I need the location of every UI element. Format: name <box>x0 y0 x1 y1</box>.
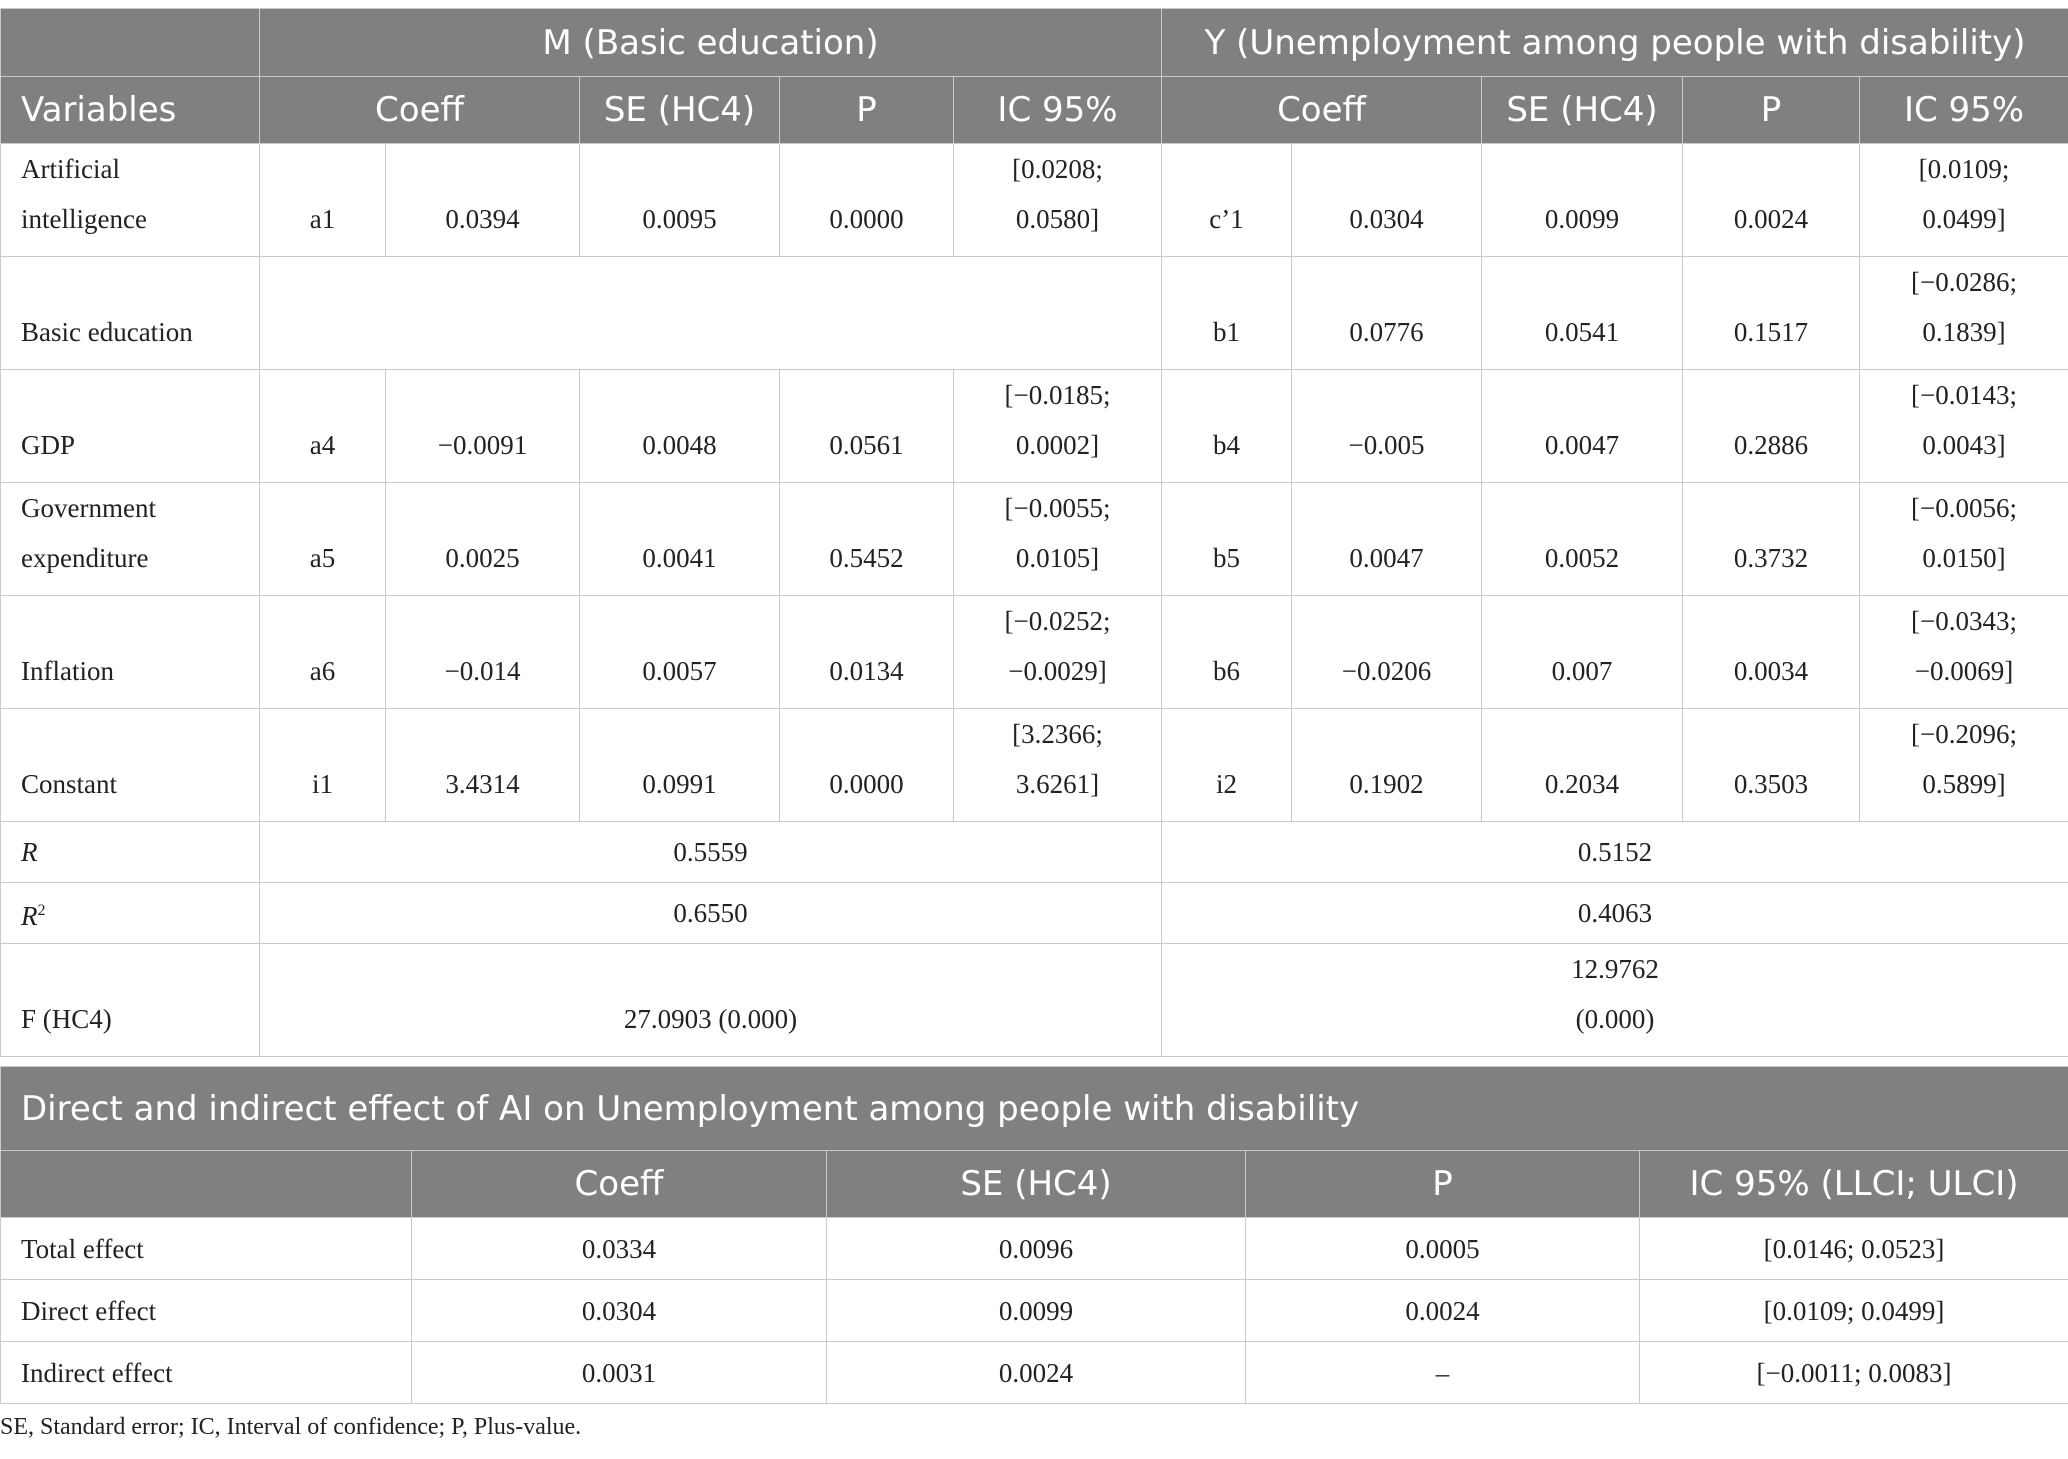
y-coeff: −0.0206 <box>1292 596 1482 709</box>
table-row <box>1 257 2068 370</box>
effect-coeff: 0.0031 <box>412 1342 827 1404</box>
y-coeff: 0.1902 <box>1292 709 1482 822</box>
y-ic: [−0.0056; 0.0150] <box>1860 483 2068 596</box>
empty-header-cell <box>1 9 260 77</box>
m-coeff: −0.014 <box>386 596 580 709</box>
m-path-label: a4 <box>260 370 386 483</box>
y-p: 0.3732 <box>1683 483 1860 596</box>
effect-label: Indirect effect <box>1 1342 412 1404</box>
table-row <box>1 596 2068 709</box>
y-ic: [−0.0143; 0.0043] <box>1860 370 2068 483</box>
group-y-header: Y (Unemployment among people with disability) <box>1162 9 2068 77</box>
table-row <box>1 144 2068 257</box>
effects-title-row <box>1 1067 2068 1151</box>
effects-table <box>0 1066 2068 1404</box>
table-footnote: SE, Standard error; IC, Interval of confidence; P, Plus-value. <box>0 1414 582 1440</box>
m-ic: [0.0208; 0.0580] <box>954 144 1162 257</box>
m-coeff: −0.0091 <box>386 370 580 483</box>
effects-p-header: P <box>1246 1151 1640 1218</box>
effect-se: 0.0024 <box>827 1342 1246 1404</box>
effects-ic-header: IC 95% (LLCI; ULCI) <box>1640 1151 2068 1218</box>
y-path-label: b1 <box>1162 257 1292 370</box>
y-p-header: P <box>1683 77 1860 144</box>
r2-label: $R^2$ <box>1 883 260 944</box>
y-se: 0.0541 <box>1482 257 1683 370</box>
r-y-value: 0.5152 <box>1162 822 2068 883</box>
m-coeff-header: Coeff <box>260 77 580 144</box>
m-se: 0.0057 <box>580 596 780 709</box>
effect-ic: [0.0109; 0.0499] <box>1640 1280 2068 1342</box>
y-path-label: b5 <box>1162 483 1292 596</box>
m-se-header: SE (HC4) <box>580 77 780 144</box>
m-ic: [−0.0055; 0.0105] <box>954 483 1162 596</box>
effects-se-header: SE (HC4) <box>827 1151 1246 1218</box>
m-coeff: 0.0025 <box>386 483 580 596</box>
m-se: 0.0991 <box>580 709 780 822</box>
y-se: 0.2034 <box>1482 709 1683 822</box>
effect-se: 0.0096 <box>827 1218 1246 1280</box>
effect-coeff: 0.0304 <box>412 1280 827 1342</box>
y-ic: [−0.0286; 0.1839] <box>1860 257 2068 370</box>
effects-title: Direct and indirect effect of AI on Unemployment among people with disability <box>1 1067 2068 1151</box>
m-p: 0.0561 <box>780 370 954 483</box>
m-ic: [−0.0252; −0.0029] <box>954 596 1162 709</box>
r-m-value: 0.5559 <box>260 822 1162 883</box>
effect-coeff: 0.0334 <box>412 1218 827 1280</box>
r2-row <box>1 883 2068 944</box>
variable-name: GDP <box>1 370 260 483</box>
r2-m-value: 0.6550 <box>260 883 1162 944</box>
r-row <box>1 822 2068 883</box>
y-se: 0.0052 <box>1482 483 1683 596</box>
y-path-label: b4 <box>1162 370 1292 483</box>
y-coeff: 0.0776 <box>1292 257 1482 370</box>
m-p: 0.0000 <box>780 709 954 822</box>
variable-name: Inflation <box>1 596 260 709</box>
m-ic: [3.2366; 3.6261] <box>954 709 1162 822</box>
effects-header-row <box>1 1151 2068 1218</box>
effect-ic: [−0.0011; 0.0083] <box>1640 1342 2068 1404</box>
m-path-label: a5 <box>260 483 386 596</box>
y-p: 0.1517 <box>1683 257 1860 370</box>
variable-name: Constant <box>1 709 260 822</box>
effects-coeff-header: Coeff <box>412 1151 827 1218</box>
f-m-value: 27.0903 (0.000) <box>260 944 1162 1057</box>
y-p: 0.3503 <box>1683 709 1860 822</box>
m-se: 0.0041 <box>580 483 780 596</box>
m-p-header: P <box>780 77 954 144</box>
table-row <box>1 1218 2068 1280</box>
y-coeff: 0.0047 <box>1292 483 1482 596</box>
effect-p: 0.0024 <box>1246 1280 1640 1342</box>
f-y-value: 12.9762 (0.000) <box>1162 944 2068 1057</box>
f-label: F (HC4) <box>1 944 260 1057</box>
m-p: 0.0134 <box>780 596 954 709</box>
y-path-label: i2 <box>1162 709 1292 822</box>
m-path-label: i1 <box>260 709 386 822</box>
effects-empty-header <box>1 1151 412 1218</box>
m-se: 0.0048 <box>580 370 780 483</box>
y-path-label: b6 <box>1162 596 1292 709</box>
y-coeff: 0.0304 <box>1292 144 1482 257</box>
y-se-header: SE (HC4) <box>1482 77 1683 144</box>
m-p: 0.5452 <box>780 483 954 596</box>
y-p: 0.0034 <box>1683 596 1860 709</box>
y-coeff: −0.005 <box>1292 370 1482 483</box>
m-coeff: 0.0394 <box>386 144 580 257</box>
y-ic: [−0.0343; −0.0069] <box>1860 596 2068 709</box>
m-ic: [−0.0185; 0.0002] <box>954 370 1162 483</box>
r-label: R <box>1 822 260 883</box>
m-empty-cell <box>260 257 1162 370</box>
column-header-row <box>1 77 2068 144</box>
y-coeff-header: Coeff <box>1162 77 1482 144</box>
y-se: 0.007 <box>1482 596 1683 709</box>
y-se: 0.0047 <box>1482 370 1683 483</box>
m-se: 0.0095 <box>580 144 780 257</box>
m-coeff: 3.4314 <box>386 709 580 822</box>
y-se: 0.0099 <box>1482 144 1683 257</box>
group-m-header: M (Basic education) <box>260 9 1162 77</box>
y-ic: [0.0109; 0.0499] <box>1860 144 2068 257</box>
r2-y-value: 0.4063 <box>1162 883 2068 944</box>
y-p: 0.2886 <box>1683 370 1860 483</box>
m-ic-header: IC 95% <box>954 77 1162 144</box>
effect-label: Total effect <box>1 1218 412 1280</box>
effect-p: – <box>1246 1342 1640 1404</box>
effect-label: Direct effect <box>1 1280 412 1342</box>
variable-name: Government expenditure <box>1 483 260 596</box>
effect-se: 0.0099 <box>827 1280 1246 1342</box>
y-ic-header: IC 95% <box>1860 77 2068 144</box>
table-row <box>1 1280 2068 1342</box>
table-row <box>1 370 2068 483</box>
y-p: 0.0024 <box>1683 144 1860 257</box>
f-row <box>1 944 2068 1057</box>
variables-header: Variables <box>1 77 260 144</box>
variable-name: Artificial intelligence <box>1 144 260 257</box>
y-ic: [−0.2096; 0.5899] <box>1860 709 2068 822</box>
table-row <box>1 709 2068 822</box>
table-row <box>1 1342 2068 1404</box>
m-path-label: a1 <box>260 144 386 257</box>
regression-table <box>0 8 2068 1057</box>
effect-p: 0.0005 <box>1246 1218 1640 1280</box>
y-path-label: c’1 <box>1162 144 1292 257</box>
m-path-label: a6 <box>260 596 386 709</box>
group-header-row <box>1 9 2068 77</box>
effect-ic: [0.0146; 0.0523] <box>1640 1218 2068 1280</box>
table-row <box>1 483 2068 596</box>
m-p: 0.0000 <box>780 144 954 257</box>
variable-name: Basic education <box>1 257 260 370</box>
